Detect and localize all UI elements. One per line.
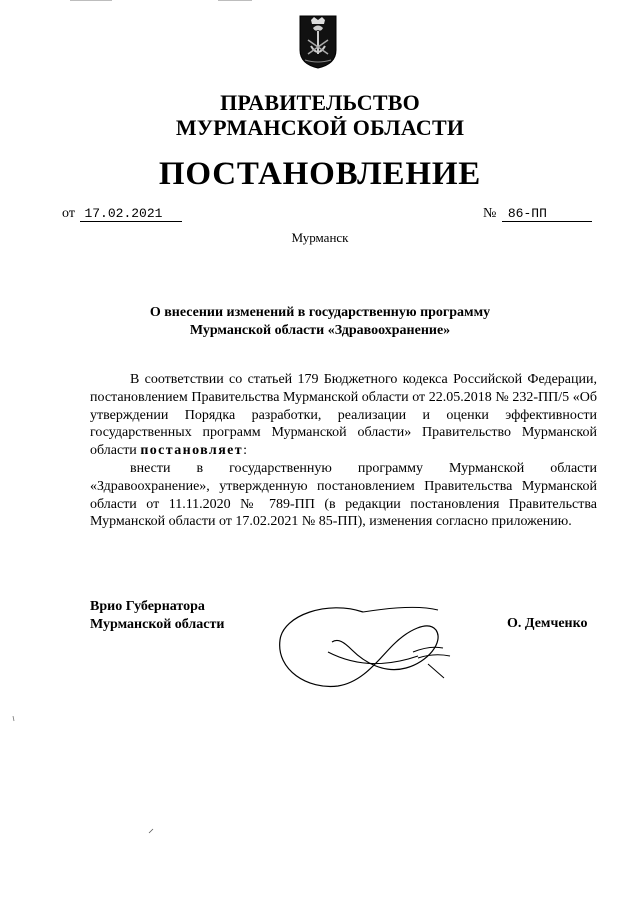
org-name-line2: МУРМАНСКОЙ ОБЛАСТИ	[175, 115, 465, 140]
title-line2: Мурманской области «Здравоохранение»	[189, 323, 451, 338]
signatory-name: О. Демченко	[507, 616, 588, 631]
position-line2: Мурманской области	[90, 617, 225, 632]
title-line1: О внесении изменений в государственную программу	[149, 305, 491, 320]
body-paragraph-1-end: :	[243, 443, 247, 459]
signatory-position	[90, 598, 224, 634]
body-paragraph-1-text: В соответствии со статьей 179 Бюджетного кодекса Российской Федерации, постановлением Правительства Мурманской области от 22.05.2018 № 232-ПП/5 «Об утверждении Порядка разработки, реализации и оценки эффективности государственных программ Мурманской области» Правительство Мурманской области	[90, 372, 597, 459]
scan-speck-mark	[148, 828, 154, 834]
position-line1: Врио Губернатора	[90, 599, 205, 614]
top-edge-marks	[0, 0, 640, 4]
number-prefix: №	[483, 206, 497, 221]
document-type: ПОСТАНОВЛЕНИЕ	[158, 156, 482, 192]
org-name-line1: ПРАВИТЕЛЬСТВО	[220, 90, 420, 115]
date-value: 17.02.2021	[80, 206, 182, 222]
handwritten-signature-icon	[268, 590, 468, 700]
coat-of-arms-icon	[295, 14, 341, 70]
document-title	[0, 304, 640, 340]
number-field	[483, 206, 592, 222]
city: Мурманск	[291, 230, 349, 245]
resolution-verb: постановляет	[140, 443, 244, 459]
body-paragraph-1	[90, 371, 597, 460]
number-value: 86-ПП	[502, 206, 592, 222]
date-field	[62, 206, 182, 222]
date-prefix: от	[62, 206, 75, 221]
scan-speck-mark	[12, 716, 16, 722]
document-body	[90, 371, 597, 531]
body-paragraph-2: внести в государственную программу Мурманской области «Здравоохранение», утвержденную постановлением Правительства Мурманской области от 11.11.2020 № 789-ПП (в редакции постановления Правительства Мурманской области от 17.02.2021 № 85-ПП), изменения согласно приложению.	[90, 460, 597, 530]
